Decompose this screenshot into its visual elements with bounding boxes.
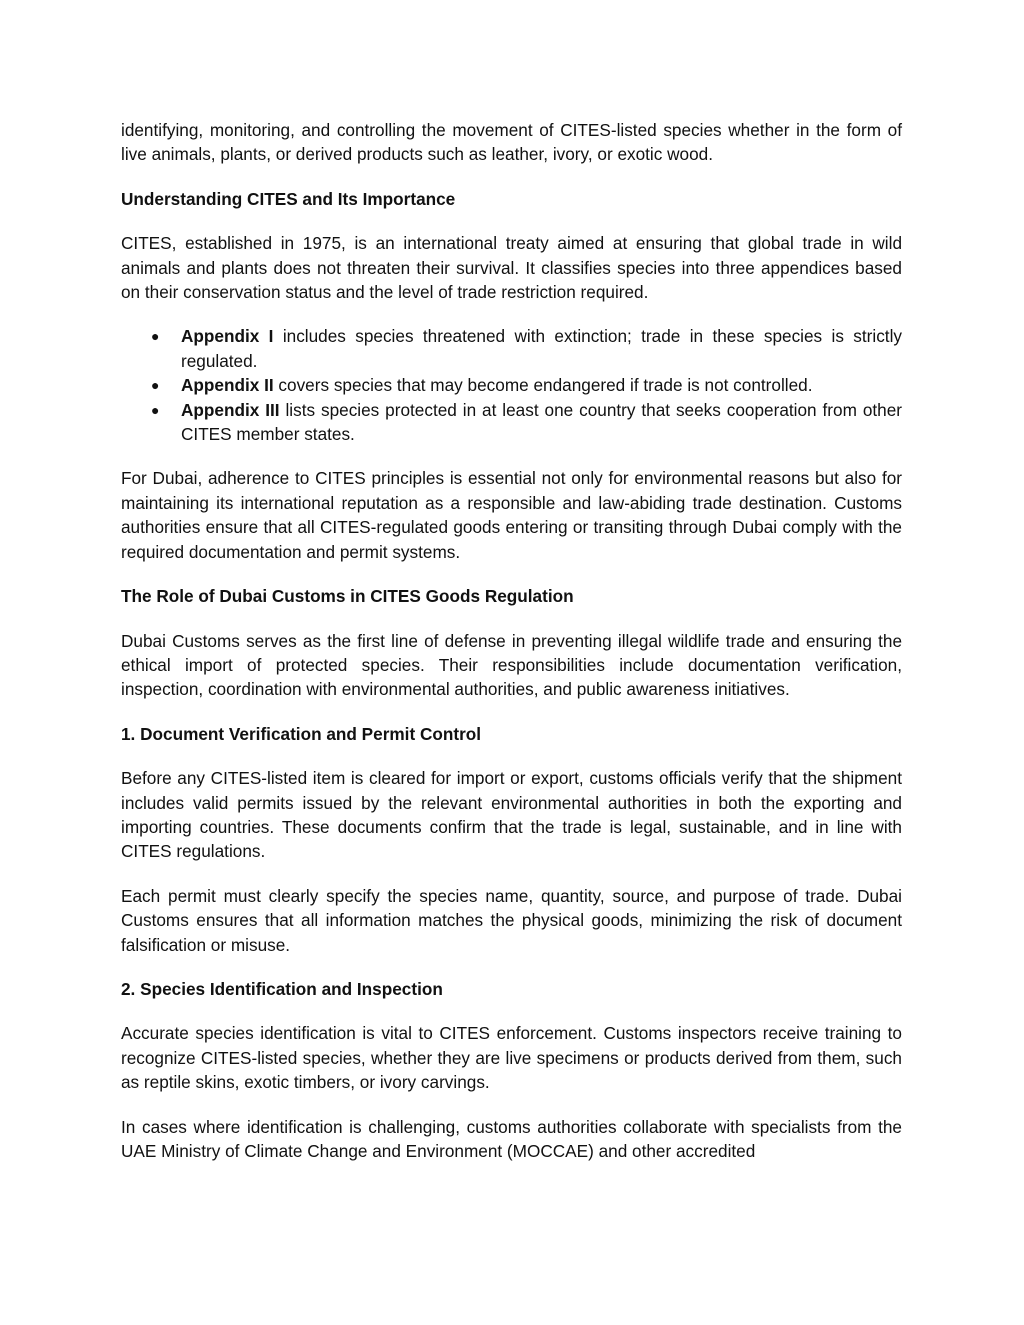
bullet-icon: ● bbox=[151, 401, 160, 418]
paragraph-permit-verification: Before any CITES-listed item is cleared for import or export, customs officials verify that the shipment includes valid permits issued by the relevant environmental authorities in both the exporting and importing countries. These documents confirm that the trade is legal, sustainable, and in line with CITES regulations. bbox=[121, 768, 902, 862]
heading-role-of-dubai-customs: The Role of Dubai Customs in CITES Goods Regulation bbox=[121, 586, 574, 607]
appendix-list bbox=[121, 324, 902, 446]
paragraph-customs-responsibilities: Dubai Customs serves as the first line of defense in preventing illegal wildlife trade and ensuring the ethical import of protected species. Their responsibilities include documentation verification, inspection, coordination with environmental authorities, and public awareness initiatives. bbox=[121, 630, 902, 700]
heading-understanding-cites: Understanding CITES and Its Importance bbox=[121, 188, 456, 209]
paragraph-cites-overview: CITES, established in 1975, is an international treaty aimed at ensuring that global trade in wild animals and plants does not threaten their survival. It classifies species into three appendices based on their conservation status and the level of trade restriction required. bbox=[121, 233, 902, 303]
paragraph-dubai-adherence: For Dubai, adherence to CITES principles is essential not only for environmental reasons but also for maintaining its international reputation as a responsible and law-abiding trade destination. Customs authorities ensure that all CITES-regulated goods entering or transiting through Dubai comply with the required documentation and permit systems. bbox=[121, 468, 902, 562]
appendix-label: Appendix I bbox=[181, 326, 274, 347]
list-item-appendix-2 bbox=[121, 373, 902, 397]
document-page bbox=[121, 118, 902, 1183]
appendix-label: Appendix II bbox=[181, 375, 274, 396]
appendix-description: includes species threatened with extinction; trade in these species is strictly regulated. bbox=[181, 326, 902, 371]
paragraph-identification-training: Accurate species identification is vital to CITES enforcement. Customs inspectors receive training to recognize CITES-listed species, whether they are live specimens or products derived from them, such as reptile skins, exotic timbers, or ivory carvings. bbox=[121, 1023, 902, 1093]
appendix-description: lists species protected in at least one country that seeks cooperation from other CITES member states. bbox=[181, 399, 902, 445]
appendix-label: Appendix III bbox=[181, 399, 280, 420]
heading-species-identification: 2. Species Identification and Inspection bbox=[121, 978, 443, 999]
list-item-appendix-3 bbox=[121, 398, 902, 447]
appendix-description: covers species that may become endangered if trade is not controlled. bbox=[273, 375, 813, 396]
bullet-icon: ● bbox=[151, 377, 160, 394]
paragraph-permit-details: Each permit must clearly specify the species name, quantity, source, and purpose of trade. Dubai Customs ensures that all information matches the physical goods, minimizing the risk of document falsification or misuse. bbox=[121, 885, 902, 955]
paragraph-specialist-collaboration: In cases where identification is challenging, customs authorities collaborate with specialists from the UAE Ministry of Climate Change and Environment (MOCCAE) and other accredited bbox=[121, 1116, 902, 1161]
heading-document-verification: 1. Document Verification and Permit Control bbox=[121, 723, 482, 744]
bullet-icon: ● bbox=[151, 328, 160, 345]
list-item-appendix-1 bbox=[121, 324, 902, 373]
paragraph-intro-continuation: identifying, monitoring, and controlling the movement of CITES-listed species whether in the form of live animals, plants, or derived products such as leather, ivory, or exotic wood. bbox=[121, 120, 902, 165]
